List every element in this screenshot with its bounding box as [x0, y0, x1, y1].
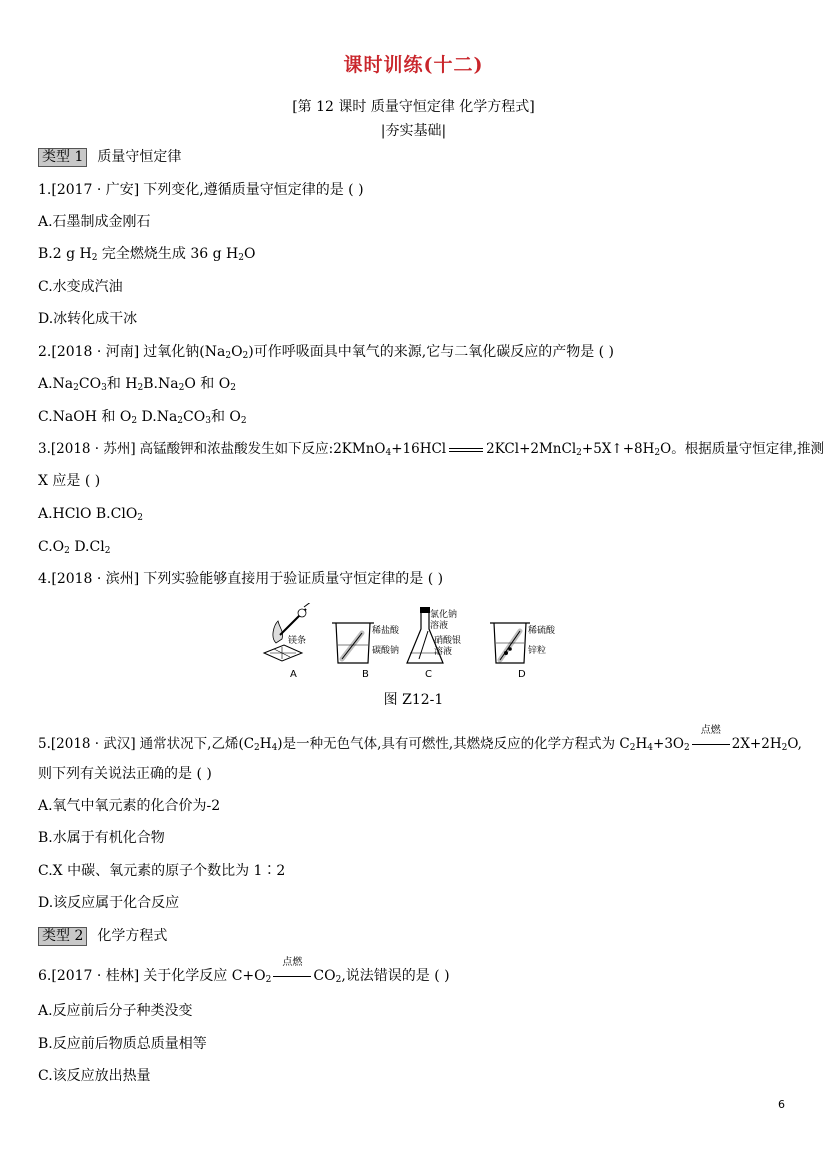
section-heading: |夯实基础|	[380, 123, 447, 139]
option-5b: B.水属于有机化合物	[38, 830, 165, 846]
option-1b: B.2 g $H_2$ 完全燃烧生成 36 g $H_2O$	[38, 246, 256, 263]
apparatus-b	[332, 623, 400, 679]
figure-caption: 图 Z12-1	[383, 692, 444, 708]
reaction-condition: 点燃	[271, 966, 313, 986]
question-6: 6.[2017 · 桂林] 关于化学反应 $C+O_2$ 点燃 $CO_2$,说法错误的是 ( )	[38, 957, 450, 985]
option-1a: A.石墨制成金刚石	[38, 214, 151, 230]
page-title: 课时训练(十二)	[343, 54, 484, 76]
label-hcl: 稀盐酸	[372, 626, 400, 636]
question-3: 3.[2018 · 苏州] 高锰酸钾和浓盐酸发生如下反应:2KMnO$_4$+16HCl $2KCl+2MnCl_2+5X↑+8H_2O$。根据质量守恒定律,推测	[38, 441, 824, 458]
lesson-subtitle: [第 12 课时 质量守恒定律 化学方程式]	[292, 99, 535, 115]
type-tag: 类型 2	[38, 927, 87, 946]
label-agno3-1: 硝酸银	[434, 636, 462, 646]
type-label: 质量守恒定律	[97, 149, 182, 165]
apparatus-a	[264, 603, 312, 679]
option-5c: C.X 中碳、氧元素的原子个数比为 1∶2	[38, 863, 286, 879]
option-6c: C.该反应放出热量	[38, 1068, 151, 1084]
experiment-figure	[262, 603, 567, 679]
question-2: 2.[2018 · 河南] 过氧化钠$(Na_2O_2)$可作呼吸面具中氧气的来源,它与二氧化碳反应的产物是 ( )	[38, 344, 615, 361]
option-5d: D.该反应属于化合反应	[38, 895, 180, 911]
option-3cd: $C.O_2$ $D.Cl_2$	[38, 539, 111, 556]
apparatus-c	[407, 607, 461, 679]
type-tag: 类型 1	[38, 148, 87, 167]
label-mg: 镁条	[288, 636, 307, 646]
label-a: A	[290, 669, 297, 679]
type-label: 化学方程式	[97, 928, 168, 944]
label-zn: 锌粒	[528, 646, 547, 656]
question-3-line2: X 应是 ( )	[38, 473, 101, 489]
label-agno3-2: 溶液	[434, 647, 453, 657]
label-c: C	[425, 669, 432, 679]
label-d: D	[518, 669, 526, 679]
type-heading-1	[38, 147, 181, 167]
equals-sign	[449, 448, 483, 452]
question-source: [2018 · 河南]	[51, 344, 140, 360]
option-2ab: $A.Na_2CO_3$和 $H_2B.Na_2O$ 和 $O_2$	[38, 376, 236, 393]
label-b: B	[362, 669, 369, 679]
option-1d: D.冰转化成干冰	[38, 311, 138, 327]
label-nacl-2: 溶液	[430, 621, 449, 631]
question-1: 1.[2017 · 广安] 下列变化,遵循质量守恒定律的是 ( )	[38, 182, 364, 198]
reaction-condition: 点燃	[690, 734, 732, 754]
question-source: [2018 · 滨州]	[51, 571, 140, 587]
question-4: 4.[2018 · 滨州] 下列实验能够直接用于验证质量守恒定律的是 ( )	[38, 571, 444, 587]
label-h2so4: 稀硫酸	[528, 626, 556, 636]
apparatus-d	[490, 623, 556, 679]
label-na2co3: 碳酸钠	[372, 646, 400, 656]
option-3ab: A.HClO B.ClO$_2$	[38, 506, 144, 523]
page-number: 6	[778, 1098, 785, 1111]
question-source: [2017 · 桂林]	[51, 968, 140, 984]
question-source: [2018 · 苏州]	[50, 441, 136, 457]
option-5a: A.氧气中氧元素的化合价为-2	[38, 798, 221, 814]
question-source: [2018 · 武汉]	[50, 736, 136, 752]
label-nacl-1: 氯化钠	[430, 610, 458, 620]
question-source: [2017 · 广安]	[51, 182, 140, 198]
question-5-line2: 则下列有关说法正确的是 ( )	[38, 766, 212, 782]
type-heading-2	[38, 926, 167, 946]
question-5: 5.[2018 · 武汉] 通常状况下,乙烯$(C_2H_4)$是一种无色气体,具有可燃性,其燃烧反应的化学方程式为 $C_2H_4+3O_2$ 点燃 $2X+2H_2O$,	[38, 725, 802, 753]
option-1c: C.水变成汽油	[38, 279, 123, 295]
option-6a: A.反应前后分子种类没变	[38, 1003, 193, 1019]
option-6b: B.反应前后物质总质量相等	[38, 1036, 207, 1052]
option-2cd: C.NaOH 和 $O_2$ $D.Na_2CO_3$和 $O_2$	[38, 409, 247, 426]
